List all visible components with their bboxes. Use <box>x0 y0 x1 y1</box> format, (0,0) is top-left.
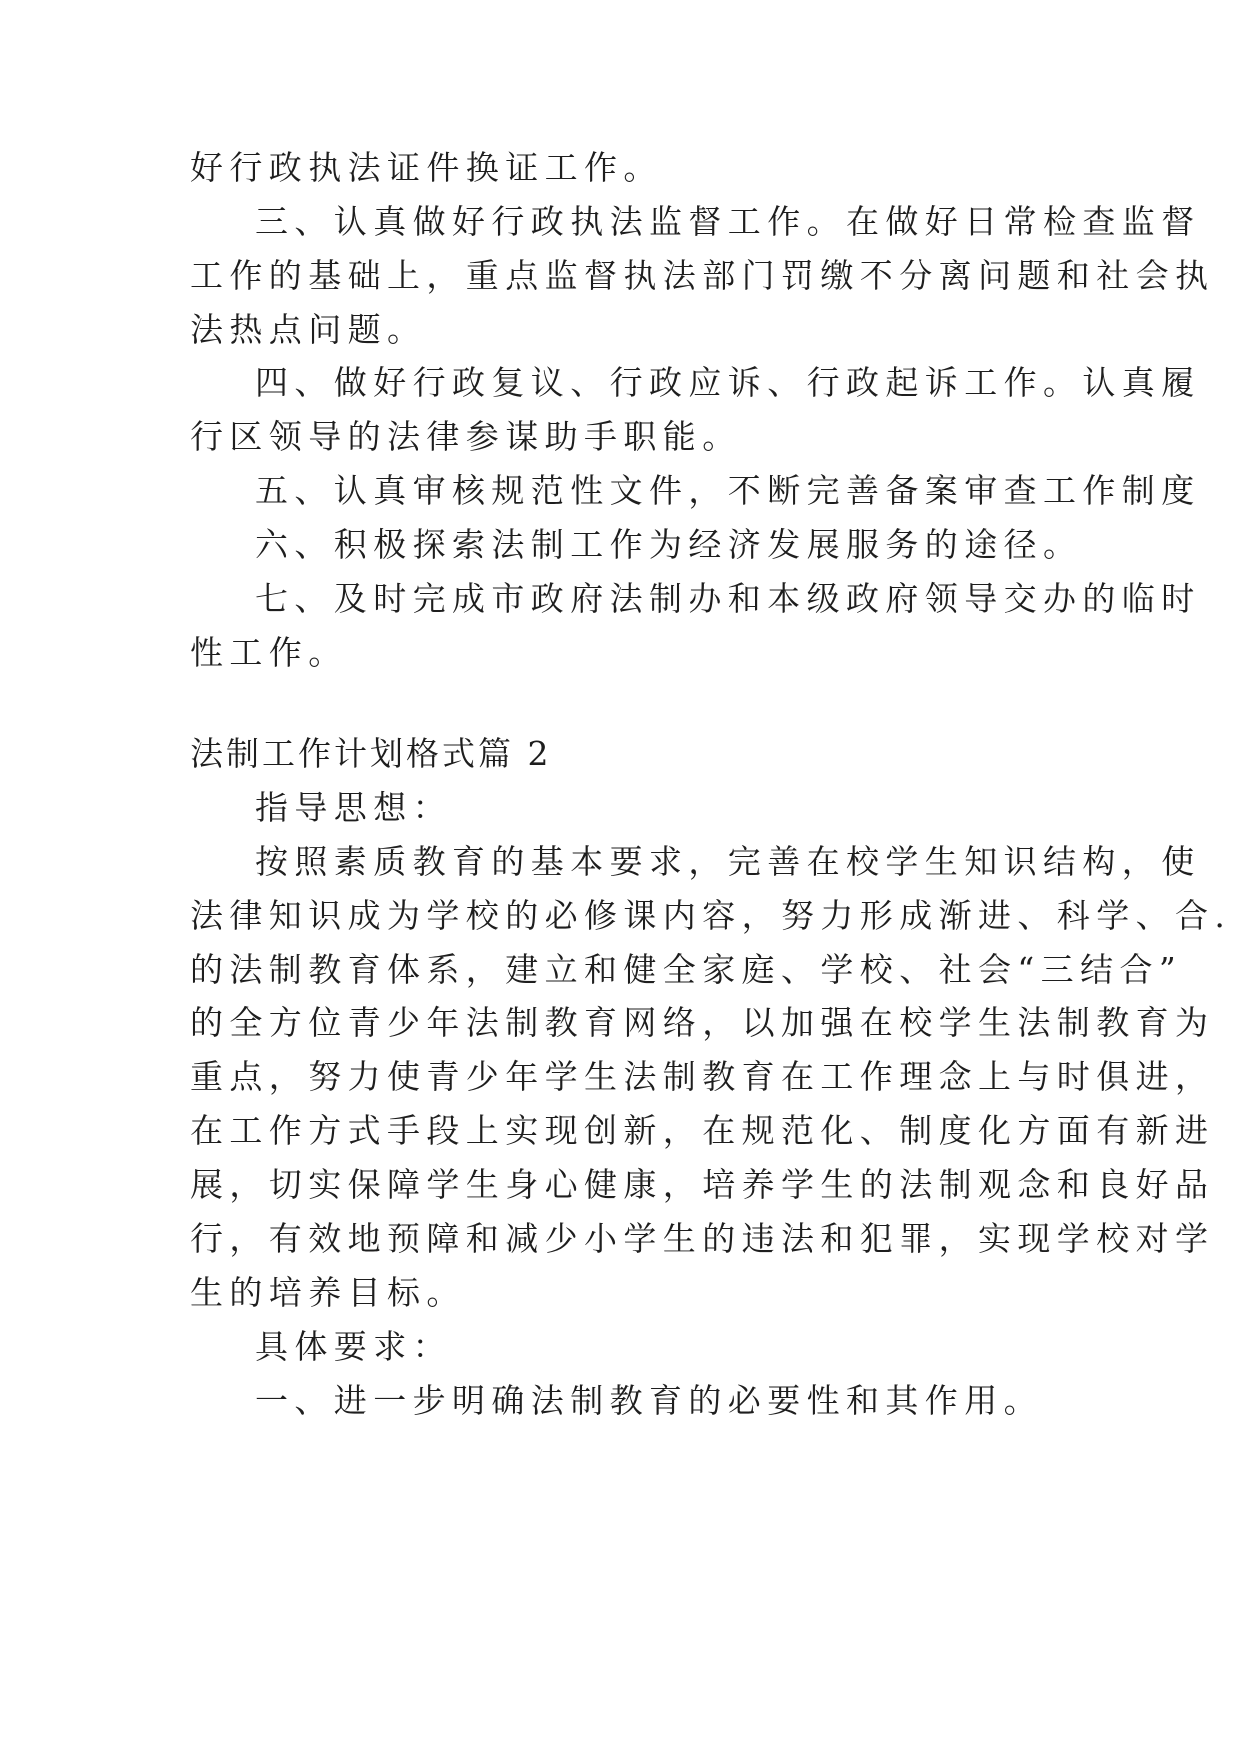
section-title: 法制工作计划格式篇 2 <box>190 734 552 773</box>
paragraph-line: 行区领导的法律参谋助手职能。 <box>190 417 742 456</box>
paragraph-line: 具体要求： <box>255 1327 452 1366</box>
paragraph-line: 五、认真审核规范性文件，不断完善备案审查工作制度 <box>255 471 1201 510</box>
paragraph-line: 一、进一步明确法制教育的必要性和其作用。 <box>255 1381 1043 1420</box>
paragraph-line: 七、及时完成市政府法制办和本级政府领导交办的临时 <box>255 579 1201 618</box>
paragraph-line: 生的培养目标。 <box>190 1273 466 1312</box>
paragraph-line: 的法制教育体系，建立和健全家庭、学校、社会“三结合” <box>190 950 1183 989</box>
paragraph-line: 四、做好行政复议、行政应诉、行政起诉工作。认真履 <box>255 363 1201 402</box>
paragraph-line: 的全方位青少年法制教育网络，以加强在校学生法制教育为 <box>190 1003 1215 1042</box>
paragraph-line: 法热点问题。 <box>190 310 427 349</box>
paragraph-line: 展，切实保障学生身心健康，培养学生的法制观念和良好品 <box>190 1165 1215 1204</box>
paragraph-line: 六、积极探索法制工作为经济发展服务的途径。 <box>255 525 1083 564</box>
paragraph-line: 重点，努力使青少年学生法制教育在工作理念上与时俱进， <box>190 1057 1215 1096</box>
paragraph-line: 指导思想： <box>255 788 452 827</box>
paragraph-line: 好行政执法证件换证工作。 <box>190 148 663 187</box>
paragraph-line: 工作的基础上，重点监督执法部门罚缴不分离问题和社会执 <box>190 256 1215 295</box>
paragraph-line: 行，有效地预障和减少小学生的违法和犯罪，实现学校对学 <box>190 1219 1215 1258</box>
paragraph-line: 性工作。 <box>190 633 348 672</box>
paragraph-line: 在工作方式手段上实现创新，在规范化、制度化方面有新进 <box>190 1111 1215 1150</box>
paragraph-line: 法律知识成为学校的必修课内容，努力形成渐进、科学、合. <box>190 896 1232 935</box>
paragraph-line: 三、认真做好行政执法监督工作。在做好日常检查监督 <box>255 202 1201 241</box>
paragraph-line: 按照素质教育的基本要求，完善在校学生知识结构，使 <box>255 842 1201 881</box>
